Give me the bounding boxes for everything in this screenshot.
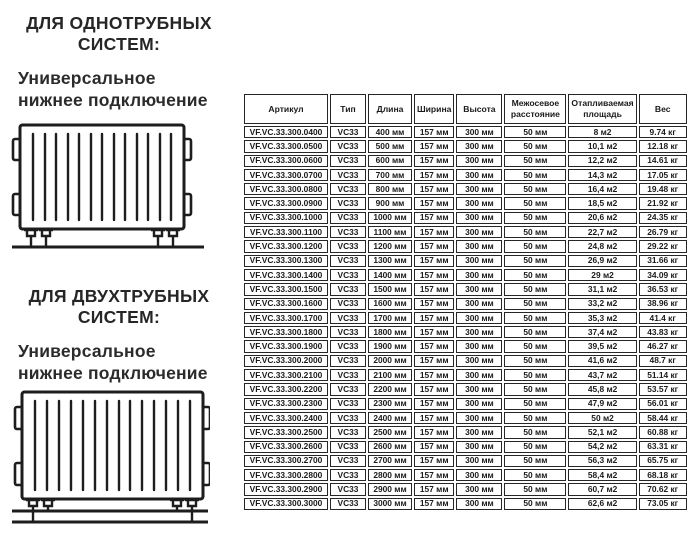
table-cell: 1700 мм <box>368 312 412 324</box>
table-cell: VC33 <box>330 312 366 324</box>
table-cell: 2100 мм <box>368 369 412 381</box>
table-cell: 50 мм <box>504 426 566 438</box>
spec-table <box>242 92 689 512</box>
table-cell: 50 мм <box>504 197 566 209</box>
table-cell: 600 мм <box>368 155 412 167</box>
table-cell: VF.VC.33.300.2200 <box>244 383 328 395</box>
table-cell: 63.31 кг <box>639 441 687 453</box>
table-cell: VF.VC.33.300.2900 <box>244 483 328 495</box>
table-cell: VC33 <box>330 126 366 138</box>
table-cell: VF.VC.33.300.0600 <box>244 155 328 167</box>
table-cell: VF.VC.33.300.0900 <box>244 197 328 209</box>
table-cell: 10,1 м2 <box>568 140 636 152</box>
table-cell: 38.96 кг <box>639 298 687 310</box>
table-cell: 8 м2 <box>568 126 636 138</box>
table-row <box>244 197 687 209</box>
table-cell: 157 мм <box>414 240 454 252</box>
table-row <box>244 240 687 252</box>
table-cell: 2400 мм <box>368 412 412 424</box>
table-cell: 157 мм <box>414 355 454 367</box>
table-cell: 50 мм <box>504 369 566 381</box>
table-row <box>244 441 687 453</box>
two-pipe-section-title: ДЛЯ ДВУХТРУБНЫХ СИСТЕМ: <box>28 286 210 327</box>
column-header: Длина <box>368 94 412 124</box>
table-cell: 300 мм <box>456 355 502 367</box>
table-cell: 41,6 м2 <box>568 355 636 367</box>
table-cell: 18,5 м2 <box>568 197 636 209</box>
table-row <box>244 212 687 224</box>
table-cell: 43,7 м2 <box>568 369 636 381</box>
table-cell: VC33 <box>330 240 366 252</box>
table-cell: 300 мм <box>456 498 502 510</box>
table-cell: 157 мм <box>414 226 454 238</box>
table-cell: VC33 <box>330 398 366 410</box>
table-cell: 24,8 м2 <box>568 240 636 252</box>
table-cell: 1900 мм <box>368 340 412 352</box>
table-cell: VF.VC.33.300.1700 <box>244 312 328 324</box>
table-cell: VC33 <box>330 326 366 338</box>
table-cell: 1400 мм <box>368 269 412 281</box>
table-cell: 16,4 м2 <box>568 183 636 195</box>
table-row <box>244 498 687 510</box>
table-cell: 47,9 м2 <box>568 398 636 410</box>
table-cell: 50 мм <box>504 469 566 481</box>
table-cell: 1200 мм <box>368 240 412 252</box>
table-cell: 33,2 м2 <box>568 298 636 310</box>
table-cell: 31,1 м2 <box>568 283 636 295</box>
table-cell: 45,8 м2 <box>568 383 636 395</box>
table-cell: 29.22 кг <box>639 240 687 252</box>
table-cell: 50 мм <box>504 398 566 410</box>
table-cell: 3000 мм <box>368 498 412 510</box>
table-cell: 48.7 кг <box>639 355 687 367</box>
column-header: Артикул <box>244 94 328 124</box>
table-cell: VF.VC.33.300.2500 <box>244 426 328 438</box>
table-cell: VF.VC.33.300.3000 <box>244 498 328 510</box>
table-cell: VF.VC.33.300.1000 <box>244 212 328 224</box>
table-cell: 19.48 кг <box>639 183 687 195</box>
table-cell: 157 мм <box>414 426 454 438</box>
table-cell: 22,7 м2 <box>568 226 636 238</box>
table-cell: 34.09 кг <box>639 269 687 281</box>
table-cell: VC33 <box>330 455 366 467</box>
single-pipe-section-subtitle: Универсальное нижнее подключение <box>18 68 208 110</box>
table-row <box>244 483 687 495</box>
table-cell: 1000 мм <box>368 212 412 224</box>
table-cell: 50 мм <box>504 226 566 238</box>
table-cell: 2000 мм <box>368 355 412 367</box>
table-cell: 24.35 кг <box>639 212 687 224</box>
table-cell: 2300 мм <box>368 398 412 410</box>
table-cell: 50 мм <box>504 355 566 367</box>
table-cell: 300 мм <box>456 426 502 438</box>
table-cell: 500 мм <box>368 140 412 152</box>
table-cell: 50 мм <box>504 383 566 395</box>
table-cell: VC33 <box>330 283 366 295</box>
table-cell: 1500 мм <box>368 283 412 295</box>
table-cell: 50 мм <box>504 169 566 181</box>
table-cell: 157 мм <box>414 326 454 338</box>
table-cell: VC33 <box>330 255 366 267</box>
table-cell: 60.88 кг <box>639 426 687 438</box>
table-cell: 21.92 кг <box>639 197 687 209</box>
table-cell: 50 мм <box>504 483 566 495</box>
table-cell: 300 мм <box>456 326 502 338</box>
sidebar <box>0 0 238 532</box>
table-cell: VC33 <box>330 140 366 152</box>
table-cell: 12,2 м2 <box>568 155 636 167</box>
table-cell: 20,6 м2 <box>568 212 636 224</box>
table-row <box>244 140 687 152</box>
table-cell: 50 мм <box>504 326 566 338</box>
table-cell: 157 мм <box>414 340 454 352</box>
table-cell: 46.27 кг <box>639 340 687 352</box>
table-cell: 52,1 м2 <box>568 426 636 438</box>
table-cell: VC33 <box>330 369 366 381</box>
table-cell: 2600 мм <box>368 441 412 453</box>
table-cell: VC33 <box>330 483 366 495</box>
table-cell: 43.83 кг <box>639 326 687 338</box>
table-cell: 54,2 м2 <box>568 441 636 453</box>
table-cell: 50 мм <box>504 412 566 424</box>
column-header: Отапливаемая площадь <box>568 94 636 124</box>
table-cell: VF.VC.33.300.1300 <box>244 255 328 267</box>
table-cell: 400 мм <box>368 126 412 138</box>
table-cell: VC33 <box>330 426 366 438</box>
table-cell: 50 мм <box>504 298 566 310</box>
table-cell: 300 мм <box>456 469 502 481</box>
table-header-row <box>244 94 687 124</box>
table-row <box>244 226 687 238</box>
table-cell: VC33 <box>330 212 366 224</box>
table-row <box>244 312 687 324</box>
table-cell: 300 мм <box>456 140 502 152</box>
table-cell: 300 мм <box>456 183 502 195</box>
table-cell: 56.01 кг <box>639 398 687 410</box>
table-cell: 50 мм <box>504 240 566 252</box>
table-cell: 50 мм <box>504 340 566 352</box>
table-cell: VC33 <box>330 498 366 510</box>
single-pipe-section-title: ДЛЯ ОДНОТРУБНЫХ СИСТЕМ: <box>26 13 212 54</box>
table-cell: 62,6 м2 <box>568 498 636 510</box>
table-cell: 2800 мм <box>368 469 412 481</box>
table-cell: 14,3 м2 <box>568 169 636 181</box>
table-cell: 50 мм <box>504 441 566 453</box>
table-row <box>244 398 687 410</box>
table-cell: 9.74 кг <box>639 126 687 138</box>
table-cell: 50 мм <box>504 126 566 138</box>
table-row <box>244 412 687 424</box>
table-cell: 300 мм <box>456 398 502 410</box>
table-cell: 157 мм <box>414 412 454 424</box>
table-cell: 157 мм <box>414 283 454 295</box>
table-row <box>244 126 687 138</box>
table-cell: 300 мм <box>456 283 502 295</box>
table-cell: 50 мм <box>504 255 566 267</box>
table-cell: 68.18 кг <box>639 469 687 481</box>
table-cell: 50 мм <box>504 140 566 152</box>
table-cell: VF.VC.33.300.0800 <box>244 183 328 195</box>
table-cell: 29 м2 <box>568 269 636 281</box>
table-cell: 70.62 кг <box>639 483 687 495</box>
table-cell: VF.VC.33.300.1400 <box>244 269 328 281</box>
table-cell: VC33 <box>330 155 366 167</box>
table-cell: VC33 <box>330 355 366 367</box>
table-cell: 37,4 м2 <box>568 326 636 338</box>
two-pipe-radiator-diagram <box>10 387 210 527</box>
table-cell: VF.VC.33.300.2100 <box>244 369 328 381</box>
table-row <box>244 169 687 181</box>
table-cell: 157 мм <box>414 369 454 381</box>
table-cell: 300 мм <box>456 212 502 224</box>
table-cell: 1100 мм <box>368 226 412 238</box>
table-cell: VF.VC.33.300.1100 <box>244 226 328 238</box>
table-cell: 65.75 кг <box>639 455 687 467</box>
table-row <box>244 269 687 281</box>
table-cell: VC33 <box>330 412 366 424</box>
table-cell: VF.VC.33.300.2400 <box>244 412 328 424</box>
table-cell: 2200 мм <box>368 383 412 395</box>
table-cell: 31.66 кг <box>639 255 687 267</box>
table-cell: 300 мм <box>456 226 502 238</box>
table-cell: 50 мм <box>504 498 566 510</box>
table-row <box>244 383 687 395</box>
table-cell: 157 мм <box>414 169 454 181</box>
table-cell: 17.05 кг <box>639 169 687 181</box>
table-cell: VF.VC.33.300.2700 <box>244 455 328 467</box>
table-cell: 157 мм <box>414 469 454 481</box>
table-cell: 300 мм <box>456 412 502 424</box>
table-cell: VC33 <box>330 226 366 238</box>
table-cell: VC33 <box>330 469 366 481</box>
table-cell: VC33 <box>330 197 366 209</box>
table-cell: VF.VC.33.300.0700 <box>244 169 328 181</box>
table-cell: 2900 мм <box>368 483 412 495</box>
table-cell: VC33 <box>330 269 366 281</box>
table-cell: 300 мм <box>456 197 502 209</box>
table-cell: VF.VC.33.300.0400 <box>244 126 328 138</box>
table-row <box>244 369 687 381</box>
table-cell: 50 мм <box>504 312 566 324</box>
table-cell: 60,7 м2 <box>568 483 636 495</box>
table-cell: 157 мм <box>414 269 454 281</box>
table-cell: 157 мм <box>414 183 454 195</box>
column-header: Высота <box>456 94 502 124</box>
table-cell: 157 мм <box>414 255 454 267</box>
table-cell: 26.79 кг <box>639 226 687 238</box>
table-cell: 58,4 м2 <box>568 469 636 481</box>
table-cell: VF.VC.33.300.0500 <box>244 140 328 152</box>
table-cell: 300 мм <box>456 340 502 352</box>
table-cell: 157 мм <box>414 140 454 152</box>
table-cell: 157 мм <box>414 212 454 224</box>
table-cell: 35,3 м2 <box>568 312 636 324</box>
table-cell: 157 мм <box>414 298 454 310</box>
table-cell: 300 мм <box>456 269 502 281</box>
table-cell: 53.57 кг <box>639 383 687 395</box>
table-cell: 700 мм <box>368 169 412 181</box>
table-cell: VC33 <box>330 183 366 195</box>
table-cell: 157 мм <box>414 126 454 138</box>
table-cell: VF.VC.33.300.1500 <box>244 283 328 295</box>
table-cell: 300 мм <box>456 126 502 138</box>
table-cell: 50 мм <box>504 212 566 224</box>
table-cell: VF.VC.33.300.1800 <box>244 326 328 338</box>
column-header: Вес <box>639 94 687 124</box>
table-cell: VF.VC.33.300.1600 <box>244 298 328 310</box>
table-cell: 157 мм <box>414 312 454 324</box>
column-header: Ширина <box>414 94 454 124</box>
table-cell: VF.VC.33.300.2300 <box>244 398 328 410</box>
table-cell: 39,5 м2 <box>568 340 636 352</box>
table-row <box>244 298 687 310</box>
table-cell: VF.VC.33.300.2600 <box>244 441 328 453</box>
table-cell: 50 мм <box>504 155 566 167</box>
table-cell: VC33 <box>330 169 366 181</box>
table-row <box>244 283 687 295</box>
table-cell: 58.44 кг <box>639 412 687 424</box>
table-cell: 300 мм <box>456 383 502 395</box>
table-cell: VF.VC.33.300.1900 <box>244 340 328 352</box>
table-cell: 73.05 кг <box>639 498 687 510</box>
table-cell: 157 мм <box>414 383 454 395</box>
column-header: Межосевое расстояние <box>504 94 566 124</box>
table-cell: 300 мм <box>456 298 502 310</box>
table-cell: 157 мм <box>414 498 454 510</box>
table-cell: 41.4 кг <box>639 312 687 324</box>
table-cell: 300 мм <box>456 169 502 181</box>
table-row <box>244 469 687 481</box>
table-cell: VF.VC.33.300.2000 <box>244 355 328 367</box>
table-cell: 56,3 м2 <box>568 455 636 467</box>
table-cell: 50 мм <box>504 183 566 195</box>
table-cell: 1800 мм <box>368 326 412 338</box>
table-cell: 300 мм <box>456 155 502 167</box>
table-cell: 157 мм <box>414 455 454 467</box>
table-cell: 900 мм <box>368 197 412 209</box>
table-cell: 50 мм <box>504 455 566 467</box>
table-cell: 300 мм <box>456 483 502 495</box>
table-row <box>244 455 687 467</box>
single-pipe-radiator-diagram <box>10 119 206 255</box>
table-cell: 300 мм <box>456 455 502 467</box>
table-cell: 300 мм <box>456 312 502 324</box>
table-row <box>244 340 687 352</box>
table-cell: 157 мм <box>414 483 454 495</box>
column-header: Тип <box>330 94 366 124</box>
table-cell: 2500 мм <box>368 426 412 438</box>
table-cell: 14.61 кг <box>639 155 687 167</box>
table-cell: 300 мм <box>456 255 502 267</box>
table-cell: 50 мм <box>504 269 566 281</box>
table-cell: 50 мм <box>504 283 566 295</box>
table-cell: 36.53 кг <box>639 283 687 295</box>
table-cell: 2700 мм <box>368 455 412 467</box>
table-cell: 157 мм <box>414 155 454 167</box>
table-body <box>244 126 687 510</box>
table-row <box>244 255 687 267</box>
table-cell: 157 мм <box>414 441 454 453</box>
table-cell: 800 мм <box>368 183 412 195</box>
table-cell: 157 мм <box>414 197 454 209</box>
table-cell: VC33 <box>330 383 366 395</box>
table-cell: VF.VC.33.300.1200 <box>244 240 328 252</box>
table-row <box>244 183 687 195</box>
table-cell: 1600 мм <box>368 298 412 310</box>
table-cell: 26,9 м2 <box>568 255 636 267</box>
table-cell: 12.18 кг <box>639 140 687 152</box>
table-cell: VC33 <box>330 441 366 453</box>
table-cell: 300 мм <box>456 369 502 381</box>
table-row <box>244 326 687 338</box>
table-cell: 157 мм <box>414 398 454 410</box>
table-row <box>244 155 687 167</box>
table-row <box>244 426 687 438</box>
table-cell: 50 м2 <box>568 412 636 424</box>
table-cell: 51.14 кг <box>639 369 687 381</box>
table-cell: VC33 <box>330 340 366 352</box>
two-pipe-section-subtitle: Универсальное нижнее подключение <box>18 341 208 383</box>
table-cell: VC33 <box>330 298 366 310</box>
table-row <box>244 355 687 367</box>
table-cell: VF.VC.33.300.2800 <box>244 469 328 481</box>
table-cell: 300 мм <box>456 441 502 453</box>
table-cell: 300 мм <box>456 240 502 252</box>
table-cell: 1300 мм <box>368 255 412 267</box>
